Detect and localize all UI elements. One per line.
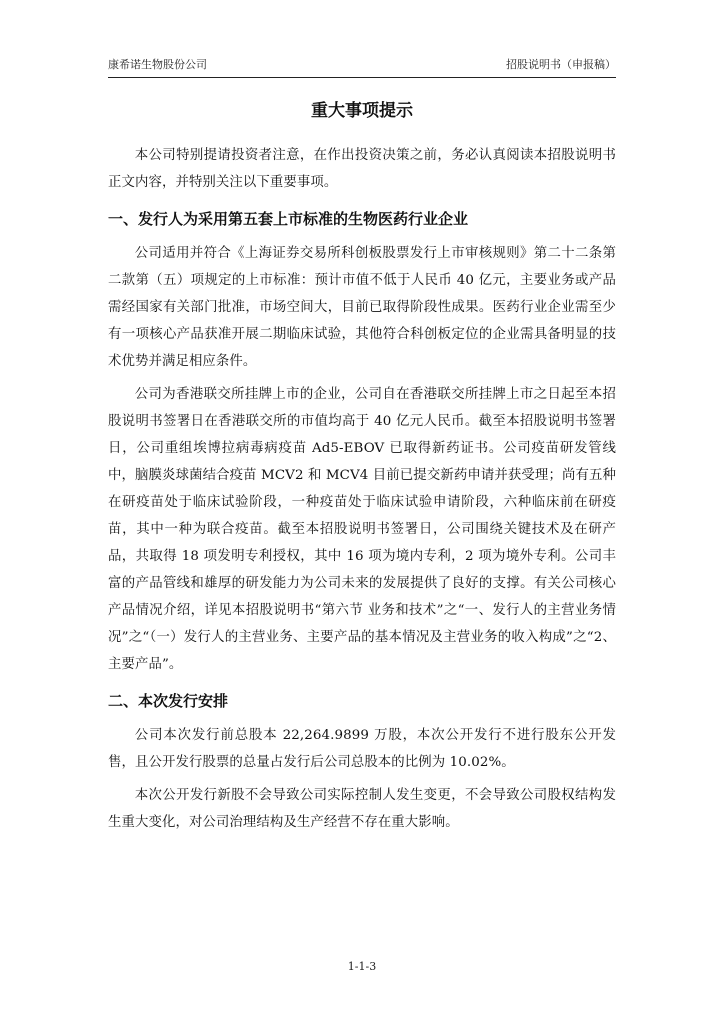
page-header: [108, 57, 616, 78]
section-paragraph: 公司为香港联交所挂牌上市的企业，公司自在香港联交所挂牌上市之日起至本招股说明书签署日在香港联交所的市值均高于 40 亿元人民币。截至本招股说明书签署日，公司重组埃博拉病毒病疫苗 Ad5-EBOV 已取得新药证书。公司疫苗研发管线中，脑膜炎球菌结合疫苗 MCV2 和 MCV4 目前已提交新药申请并获受理；尚有五种在研疫苗处于临床试验阶段，一种疫苗处于临床试验申请阶段，六种临床前在研疫苗，其中一种为联合疫苗。截至本招股说明书签署日，公司围绕关键技术及在研产品，共取得 18 项发明专利授权，其中 16 项为境内专利，2 项为境外专利。公司丰富的产品管线和雄厚的研发能力为公司未来的发展提供了良好的支撑。有关公司核心产品情况介绍，详见本招股说明书“第六节 业务和技术”之“一、发行人的主营业务情况”之“（一）发行人的主营业务、主要产品的基本情况及主营业务的收入构成”之“2、主要产品”。: [108, 387, 616, 672]
section-paragraph: 公司本次发行前总股本 22,264.9899 万股，本次公开发行不进行股东公开发售，且公开发行股票的总量占发行后公司总股本的比例为 10.02%。: [108, 728, 616, 770]
section-2: [108, 688, 616, 836]
section-heading: 二、本次发行安排: [108, 692, 229, 710]
section-paragraph: 本次公开发行新股不会导致公司实际控制人发生变更，不会导致公司股权结构发生重大变化，对公司治理结构及生产经营不存在重大影响。: [108, 788, 616, 830]
document-body: [108, 96, 616, 842]
document-title: 重大事项提示: [311, 101, 413, 121]
header-company-name: 康希诺生物股份公司: [108, 58, 207, 71]
section-paragraph: 公司适用并符合《上海证券交易所科创板股票发行上市审核规则》第二十二条第二款第（五）项规定的上市标准：预计市值不低于人民币 40 亿元，主要业务或产品需经国家有关部门批准，市场空间大，目前已取得阶段性成果。医药行业企业需至少有一项核心产品获准开展二期临床试验，其他符合科创板定位的企业需具备明显的技术优势并满足相应条件。: [108, 246, 616, 369]
page-number: 1-1-3: [347, 960, 377, 973]
section-1: [108, 206, 616, 678]
intro-paragraph: 本公司特别提请投资者注意，在作出投资决策之前，务必认真阅读本招股说明书正文内容，并特别关注以下重要事项。: [108, 148, 616, 190]
header-document-type: 招股说明书（申报稿）: [506, 58, 616, 71]
section-heading: 一、发行人为采用第五套上市标准的生物医药行业企业: [108, 210, 469, 228]
